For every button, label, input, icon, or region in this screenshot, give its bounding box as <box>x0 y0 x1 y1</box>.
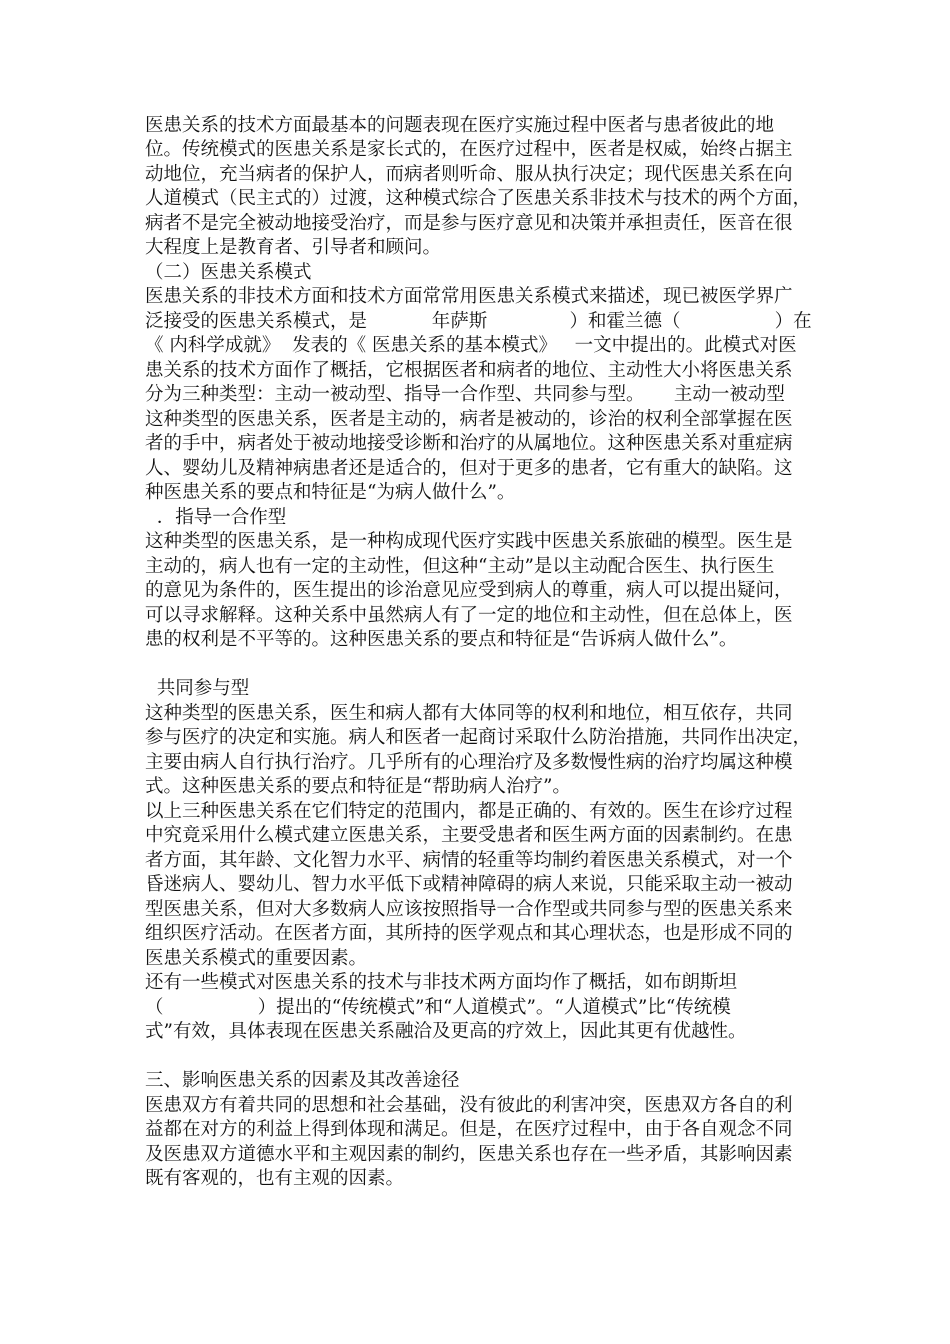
paragraph-line: 的意见为条件的，医生提出的诊治意见应受到病人的尊重，病人可以提出疑问， <box>145 580 793 601</box>
paragraph-line: 既有客观的，也有主观的因素。 <box>145 1168 405 1189</box>
paragraph-line: （ ）提出的“传统模式”和“人道模式”。“人道模式”比“传统模 <box>145 997 731 1018</box>
paragraph-line: 主要由病人自行执行治疗。几乎所有的心理治疗及多数慢性病的治疗均属这种模 <box>145 752 793 773</box>
paragraph-line: 型医患关系，但对大多数病人应该按照指导一合作型或共同参与型的医患关系来 <box>145 899 793 920</box>
paragraph-line: 医患关系模式的重要因素。 <box>145 948 368 969</box>
paragraph-line: 参与医疗的决定和实施。病人和医者一起商讨采取什么防治措施，共同作出决定， <box>145 727 812 748</box>
section-heading: （二）医患关系模式 <box>145 262 312 283</box>
paragraph-line: 这种类型的医患关系，是一种构成现代医疗实践中医患关系旅础的模型。医生是 <box>145 531 793 552</box>
paragraph-line: 位。传统模式的医患关系是家长式的，在医疗过程中，医者是权威，始终占据主 <box>145 139 793 160</box>
paragraph-line: 者的手中，病者处于被动地接受诊断和治疗的从属地位。这种医患关系对重症病 <box>145 433 793 454</box>
paragraph-line: 这种类型的医患关系，医者是主动的，病者是被动的，诊治的权利全部掌握在医 <box>145 409 793 430</box>
paragraph-line: 益都在对方的利益上得到体现和满足。但是，在医疗过程中，由于各自观念不同 <box>145 1119 793 1140</box>
paragraph-line: 人道模式（民主式的）过渡，这种模式综合了医患关系非技术与技术的两个方面， <box>145 188 812 209</box>
paragraph-line: 动地位，充当病者的保护人，而病者则听命、服从执行决定；现代医患关系在向 <box>145 164 793 185</box>
paragraph-line: 泛接受的医患关系模式，是 年萨斯 ）和霍兰德（ ）在 <box>145 311 812 332</box>
paragraph-line: 大程度上是教育者、引导者和顾问。 <box>145 237 442 258</box>
paragraph-line: 及医患双方道德水平和主观因素的制约，医患关系也存在一些矛盾，其影响因素 <box>145 1144 793 1165</box>
section-heading: ．指导一合作型 <box>145 507 287 528</box>
paragraph-line: 分为三种类型：主动一被动型、指导一合作型、共同参与型。 主动一被动型 <box>145 384 785 405</box>
paragraph-line: 患的权利是不平等的。这种医患关系的要点和特征是“告诉病人做什么”。 <box>145 629 738 650</box>
paragraph-line: 病者不是完全被动地接受治疗，而是参与医疗意见和决策并承担责任，医音在很 <box>145 213 793 234</box>
paragraph-line: 医患双方有着共同的思想和社会基础，没有彼此的利害冲突，医患双方各自的利 <box>145 1095 793 1116</box>
paragraph-line: 中究竟采用什么模式建立医患关系，主要受患者和医生两方面的因素制约。在患 <box>145 825 793 846</box>
paragraph-line: 可以寻求解释。这种关系中虽然病人有了一定的地位和主动性，但在总体上，医 <box>145 605 793 626</box>
paragraph-line: 还有一些模式对医患关系的技术与非技术两方面均作了概括，如布朗斯坦 <box>145 972 738 993</box>
paragraph-line: 医患关系的技术方面最基本的问题表现在医疗实施过程中医者与患者彼此的地 <box>145 115 775 136</box>
paragraph-line: 种医患关系的要点和特征是“为病人做什么”。 <box>145 482 516 503</box>
paragraph-line: 《 内科学成就》 发表的《 医患关系的基本模式》 一文中提出的。此模式对医 <box>145 335 797 356</box>
paragraph-line: 人、婴幼儿及精神病患者还是适合的，但对于更多的患者，它有重大的缺陷。这 <box>145 458 793 479</box>
paragraph-line: 这种类型的医患关系，医生和病人都有大体同等的权利和地位，相互依存，共同 <box>145 703 793 724</box>
paragraph-line: 医患关系的非技术方面和技术方面常常用医患关系模式来描述，现已被医学界广 <box>145 286 793 307</box>
paragraph-line: 组织医疗活动。在医者方面，其所持的医学观点和其心理状态，也是形成不同的 <box>145 923 793 944</box>
paragraph-line: 患关系的技术方面作了概括，它根据医者和病者的地位、主动性大小将医患关系 <box>145 360 793 381</box>
section-heading: 三、影响医患关系的因素及其改善途径 <box>145 1070 460 1091</box>
section-heading: 共同参与型 <box>145 678 250 699</box>
paragraph-line: 者方面，其年龄、文化智力水平、病情的轻重等均制约着医患关系模式，对一个 <box>145 850 793 871</box>
paragraph-line: 主动的，病人也有一定的主动性，但这种“主动”是以主动配合医生、执行医生 <box>145 556 775 577</box>
paragraph-line: 式。这种医患关系的要点和特征是“帮助病人治疗”。 <box>145 776 571 797</box>
paragraph-line: 式”有效，具体表现在医患关系融洽及更高的疗效上，因此其更有优越性。 <box>145 1021 747 1042</box>
paragraph-line: 昏迷病人、婴幼儿、智力水平低下或精神障碍的病人来说，只能采取主动一被动 <box>145 874 793 895</box>
paragraph-line: 以上三种医患关系在它们特定的范围内，都是正确的、有效的。医生在诊疗过程 <box>145 801 793 822</box>
